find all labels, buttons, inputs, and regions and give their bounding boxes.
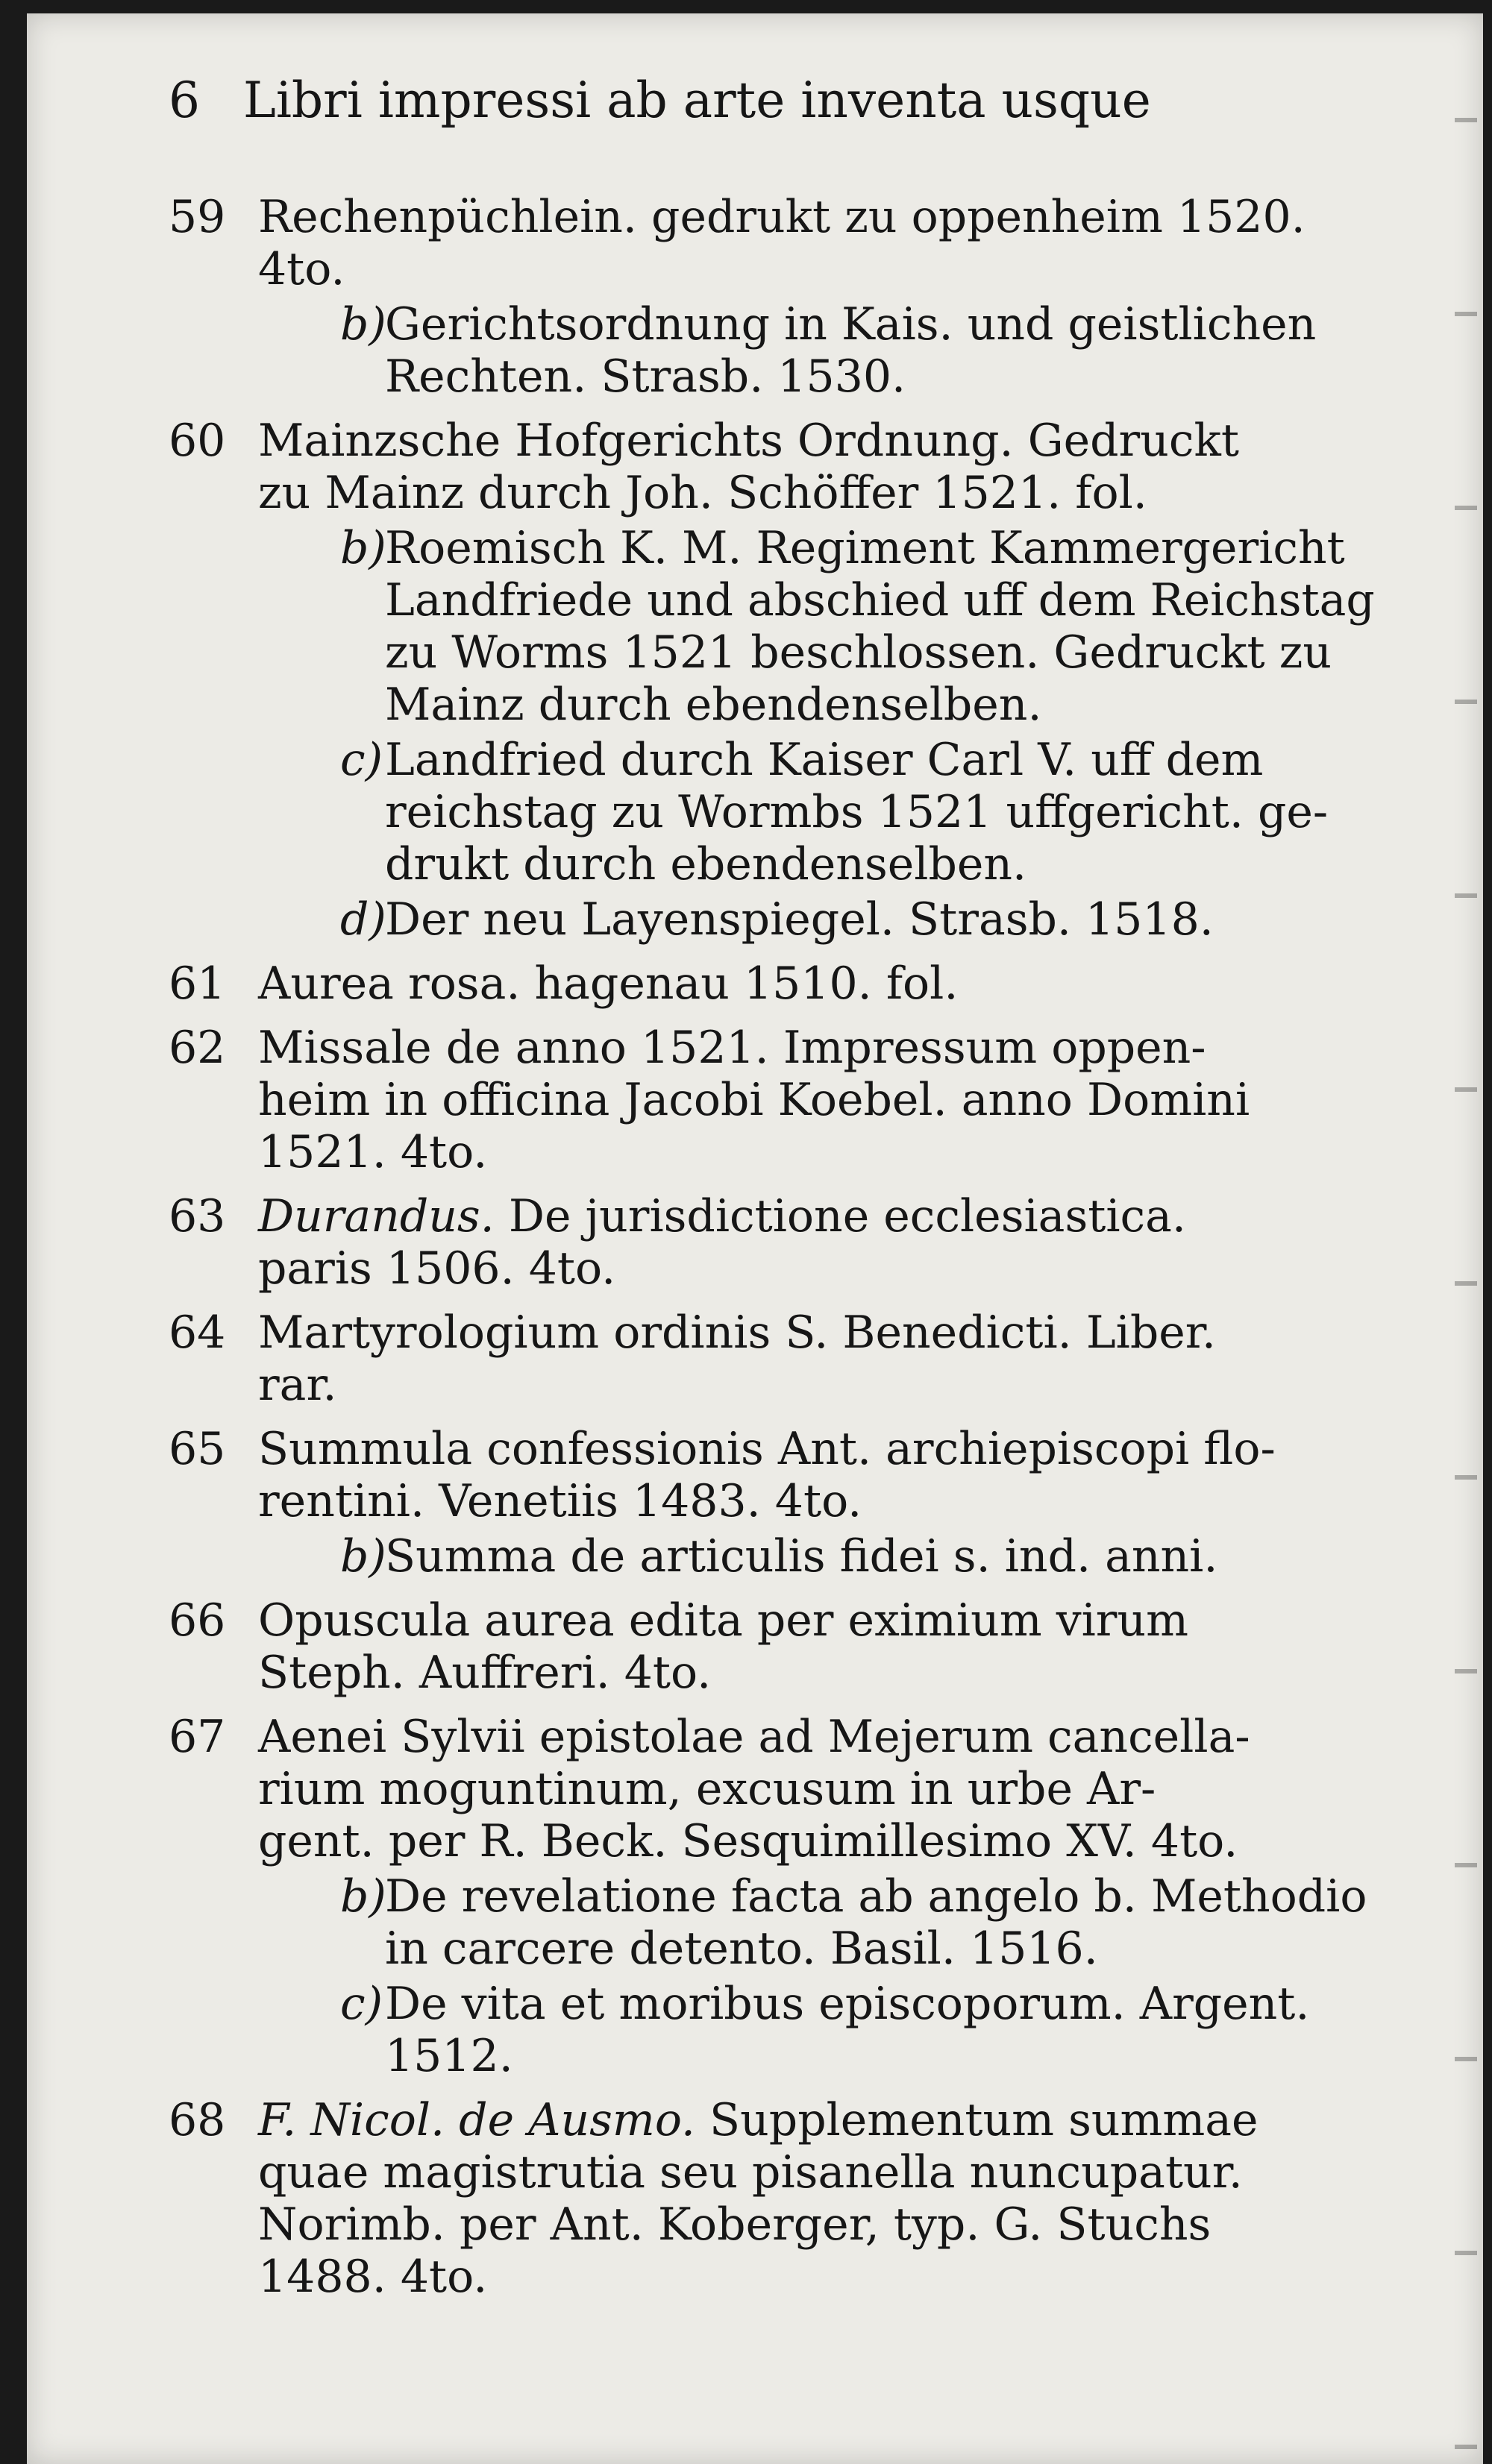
entry-line: paris 1506. 4to.: [258, 1242, 616, 1295]
subentry-letter: b): [340, 522, 386, 574]
subentry-letter: c): [340, 734, 383, 786]
entry-author: Durandus.: [258, 1190, 495, 1242]
entry-line: 1521. 4to.: [258, 1126, 488, 1178]
subentry-line: reichstag zu Wormbs 1521 uffgericht. ge-: [385, 786, 1329, 838]
entry-number: 62: [169, 1022, 226, 1074]
subentry-line: in carcere detento. Basil. 1516.: [385, 1923, 1098, 1975]
entry-line: [258, 2094, 1362, 2146]
entry-line: heim in officina Jacobi Koebel. anno Domini: [258, 1074, 1250, 1126]
entry-line-text: Supplementum summae: [695, 2094, 1259, 2146]
catalogue-subentry: [258, 734, 1362, 890]
page-number: 6: [169, 72, 200, 129]
page-edge-shadow: [1455, 13, 1477, 2464]
subentry-line: 1512.: [385, 2030, 513, 2082]
subentry-line: Mainz durch ebendenselben.: [385, 679, 1042, 731]
subentry-line: Landfriede und abschied uff dem Reichstag: [385, 574, 1375, 626]
subentry-line: Landfried durch Kaiser Carl V. uff dem: [385, 734, 1264, 786]
subentry-line: Roemisch K. M. Regiment Kammergericht: [385, 522, 1345, 574]
entry-line: 4to.: [258, 243, 345, 295]
catalogue-entry: [169, 191, 1362, 403]
entry-line: Missale de anno 1521. Impressum oppen-: [258, 1022, 1206, 1074]
entry-line: Mainzsche Hofgerichts Ordnung. Gedruckt: [258, 415, 1239, 467]
entry-line: quae magistrutia seu pisanella nuncupatur.: [258, 2146, 1243, 2199]
catalogue-entry: [169, 415, 1375, 946]
subentry-line: Gerichtsordnung in Kais. und geistlichen: [385, 298, 1317, 351]
catalogue-subentry: [258, 893, 1362, 946]
subentry-letter: b): [340, 298, 386, 351]
entry-line: Norimb. per Ant. Koberger, typ. G. Stuchs: [258, 2199, 1212, 2251]
catalogue-subentry: [258, 522, 1375, 731]
catalogue-entry: [169, 958, 1362, 1010]
running-title: Libri impressi ab arte inventa usque: [243, 72, 1151, 129]
catalogue-entry: [169, 2094, 1362, 2303]
entry-line: rium moguntinum, excusum in urbe Ar-: [258, 1763, 1156, 1815]
subentry-letter: b): [340, 1870, 386, 1923]
catalogue-list: [169, 191, 1375, 2315]
subentry-letter: b): [340, 1530, 386, 1583]
entry-number: 60: [169, 415, 226, 467]
entry-line: rentini. Venetiis 1483. 4to.: [258, 1475, 862, 1527]
entry-line: Aenei Sylvii epistolae ad Mejerum cancella-: [258, 1711, 1250, 1763]
subentry-line: drukt durch ebendenselben.: [385, 838, 1027, 890]
catalogue-entry: [169, 1022, 1362, 1178]
entry-line: Aurea rosa. hagenau 1510. fol.: [258, 958, 959, 1010]
catalogue-entry: [169, 1423, 1362, 1583]
entry-number: 61: [169, 958, 226, 1010]
entry-number: 67: [169, 1711, 226, 1763]
entry-line: Martyrologium ordinis S. Benedicti. Liber.: [258, 1307, 1216, 1359]
catalogue-entry: [169, 1711, 1367, 2082]
entry-line: rar.: [258, 1359, 337, 1411]
subentry-line: De vita et moribus episcoporum. Argent.: [385, 1978, 1310, 2030]
entry-line-text: De jurisdictione ecclesiastica.: [494, 1190, 1186, 1242]
entry-line: 1488. 4to.: [258, 2251, 488, 2303]
entry-number: 68: [169, 2094, 226, 2146]
entry-number: 59: [169, 191, 226, 243]
catalogue-entry: [169, 1594, 1362, 1699]
entry-line: Summula confessionis Ant. archiepiscopi flo-: [258, 1423, 1276, 1475]
entry-number: 65: [169, 1423, 226, 1475]
catalogue-entry: [169, 1190, 1362, 1295]
entry-author: F. Nicol. de Ausmo.: [258, 2094, 695, 2146]
book-page: [27, 13, 1483, 2464]
subentry-letter: c): [340, 1978, 383, 2030]
subentry-line: Der neu Layenspiegel. Strasb. 1518.: [385, 893, 1214, 946]
entry-line: gent. per R. Beck. Sesquimillesimo XV. 4to.: [258, 1815, 1238, 1867]
entry-number: 63: [169, 1190, 226, 1242]
subentry-line: Summa de articulis fidei s. ind. anni.: [385, 1530, 1218, 1583]
running-header: [169, 72, 1332, 139]
catalogue-subentry: [258, 298, 1362, 403]
subentry-line: Rechten. Strasb. 1530.: [385, 351, 906, 403]
entry-line: zu Mainz durch Joh. Schöffer 1521. fol.: [258, 467, 1147, 519]
entry-number: 66: [169, 1594, 226, 1647]
subentry-line: zu Worms 1521 beschlossen. Gedruckt zu: [385, 626, 1332, 679]
catalogue-subentry: [258, 1978, 1362, 2082]
entry-line: [258, 1190, 1362, 1242]
catalogue-subentry: [258, 1870, 1367, 1975]
entry-line: Rechenpüchlein. gedrukt zu oppenheim 1520.: [258, 191, 1306, 243]
entry-number: 64: [169, 1307, 226, 1359]
entry-line: Steph. Auffreri. 4to.: [258, 1647, 712, 1699]
catalogue-entry: [169, 1307, 1362, 1411]
subentry-letter: d): [340, 893, 386, 946]
catalogue-subentry: [258, 1530, 1362, 1583]
entry-line: Opuscula aurea edita per eximium virum: [258, 1594, 1189, 1647]
subentry-line: De revelatione facta ab angelo b. Methodio: [385, 1870, 1367, 1923]
